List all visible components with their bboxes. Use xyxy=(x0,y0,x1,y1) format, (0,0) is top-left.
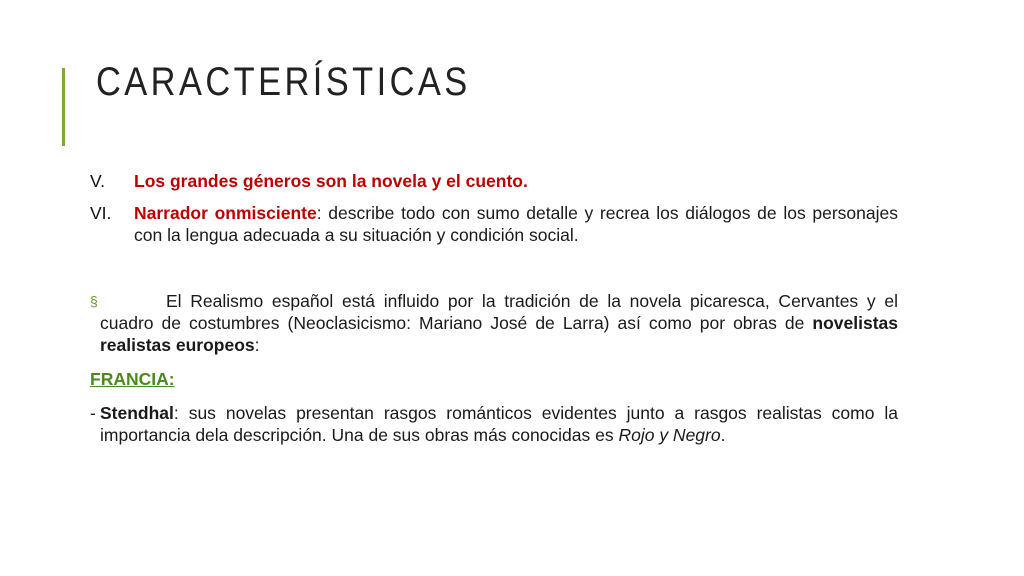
realismo-paragraph xyxy=(90,290,898,356)
item-highlight: Narrador onmisciente xyxy=(134,203,317,223)
item-number: V. xyxy=(90,171,105,191)
stendhal-paragraph xyxy=(90,402,898,446)
section-heading-francia: FRANCIA: xyxy=(90,369,175,389)
list-item-v xyxy=(90,170,898,192)
paragraph-bold: novelistas realistas europeos xyxy=(100,313,898,355)
author-name: Stendhal xyxy=(100,403,174,423)
accent-bar xyxy=(62,68,65,146)
item-highlight: Los grandes géneros son la novela y el cuento. xyxy=(134,171,528,191)
slide-title: CARACTERÍSTICAS xyxy=(96,60,471,104)
slide-content xyxy=(90,170,898,446)
item-text: : describe todo con sumo detalle y recrea los diálogos de los personajes con la lengua adecuada a su situación y condición social. xyxy=(134,203,898,245)
item-number: VI. xyxy=(90,203,112,223)
paragraph-end: : xyxy=(254,335,260,355)
square-bullet-icon: § xyxy=(90,293,98,309)
dash-bullet: - xyxy=(90,403,96,423)
work-title: Rojo y Negro xyxy=(618,425,721,445)
author-text: : sus novelas presentan rasgos románticos evidentes junto a rasgos realistas como la importancia dela descripción. Una de sus obras más conocidas es xyxy=(100,403,898,445)
list-item-vi xyxy=(90,202,898,246)
paragraph-text: El Realismo español está influido por la tradición de la novela picaresca, Cervantes y el cuadro de costumbres (Neoclasicismo: Mariano José de Larra) así como por obras de xyxy=(100,291,898,333)
paragraph-end: . xyxy=(720,425,726,445)
